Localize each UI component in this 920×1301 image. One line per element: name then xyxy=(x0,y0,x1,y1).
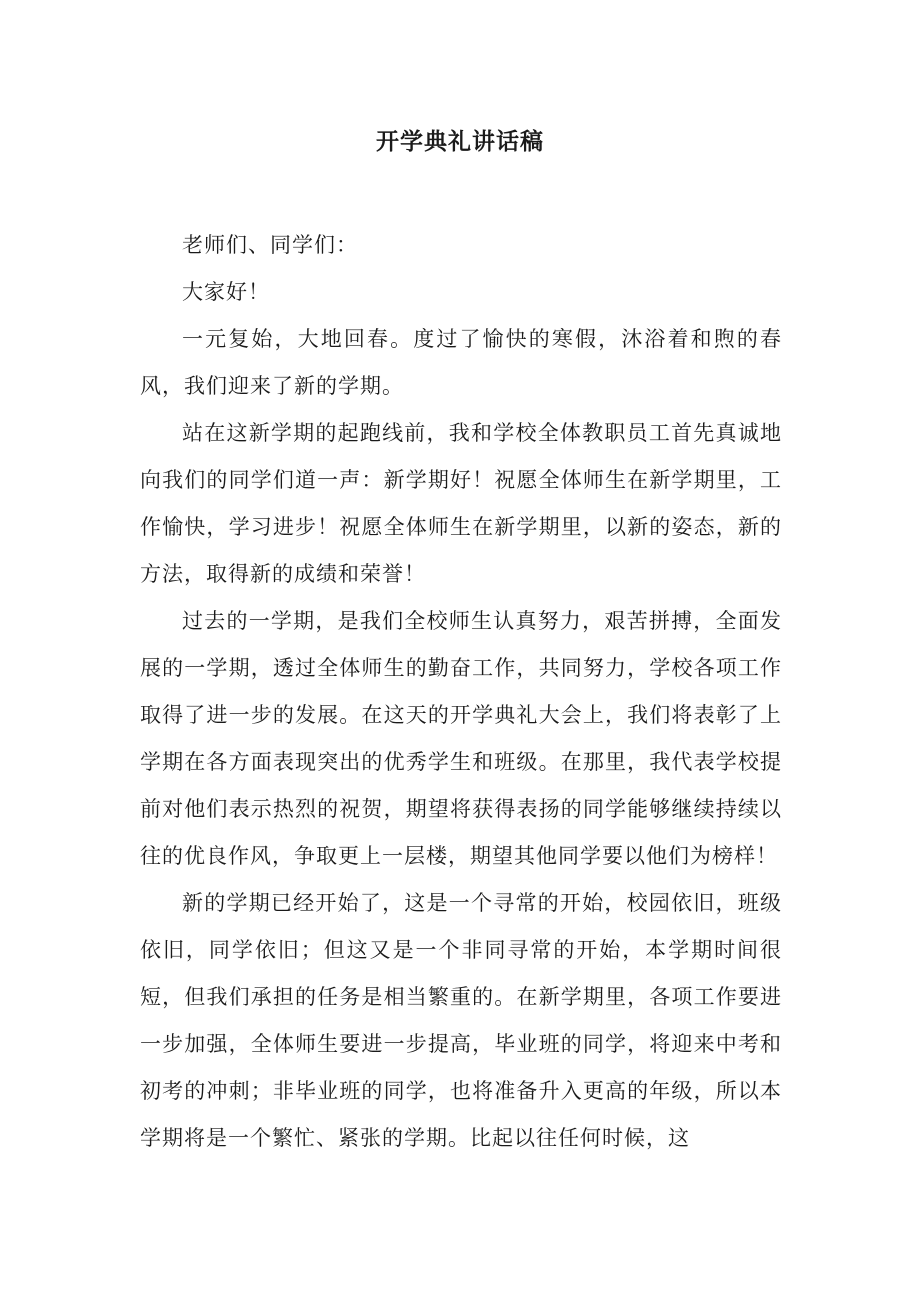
body-paragraph: 过去的一学期，是我们全校师生认真努力，艰苦拼搏，全面发展的一学期，透过全体师生的勤奋工作，共同努力，学校各项工作取得了进一步的发展。在这天的开学典礼大会上，我们将表彰了上学期在各方面表现突出的优秀学生和班级。在那里，我代表学校提前对他们表示热烈的祝贺，期望将获得表扬的同学能够继续持续以往的优良作风，争取更上一层楼，期望其他同学要以他们为榜样！ xyxy=(140,609,782,868)
body-paragraph: 新的学期已经开始了，这是一个寻常的开始，校园依旧，班级依旧，同学依旧；但这又是一个非同寻常的开始，本学期时间很短，但我们承担的任务是相当繁重的。在新学期里，各项工作要进一步加强，全体师生要进一步提高，毕业班的同学，将迎来中考和初考的冲刺；非毕业班的同学，也将准备升入更高的年级，所以本学期将是一个繁忙、紧张的学期。比起以往任何时候，这 xyxy=(140,891,782,1150)
salutation-paragraph: 老师们、同学们： xyxy=(182,233,358,257)
document-title: 开学典礼讲话稿 xyxy=(376,129,544,155)
body-paragraph: 一元复始，大地回春。度过了愉快的寒假，沐浴着和煦的春风，我们迎来了新的学期。 xyxy=(140,327,782,398)
greeting-paragraph: 大家好！ xyxy=(182,280,270,304)
body-paragraph: 站在这新学期的起跑线前，我和学校全体教职员工首先真诚地向我们的同学们道一声：新学期好！祝愿全体师生在新学期里，工作愉快，学习进步！祝愿全体师生在新学期里，以新的姿态，新的方法，取得新的成绩和荣誉！ xyxy=(140,421,782,586)
document-body xyxy=(140,222,782,1162)
